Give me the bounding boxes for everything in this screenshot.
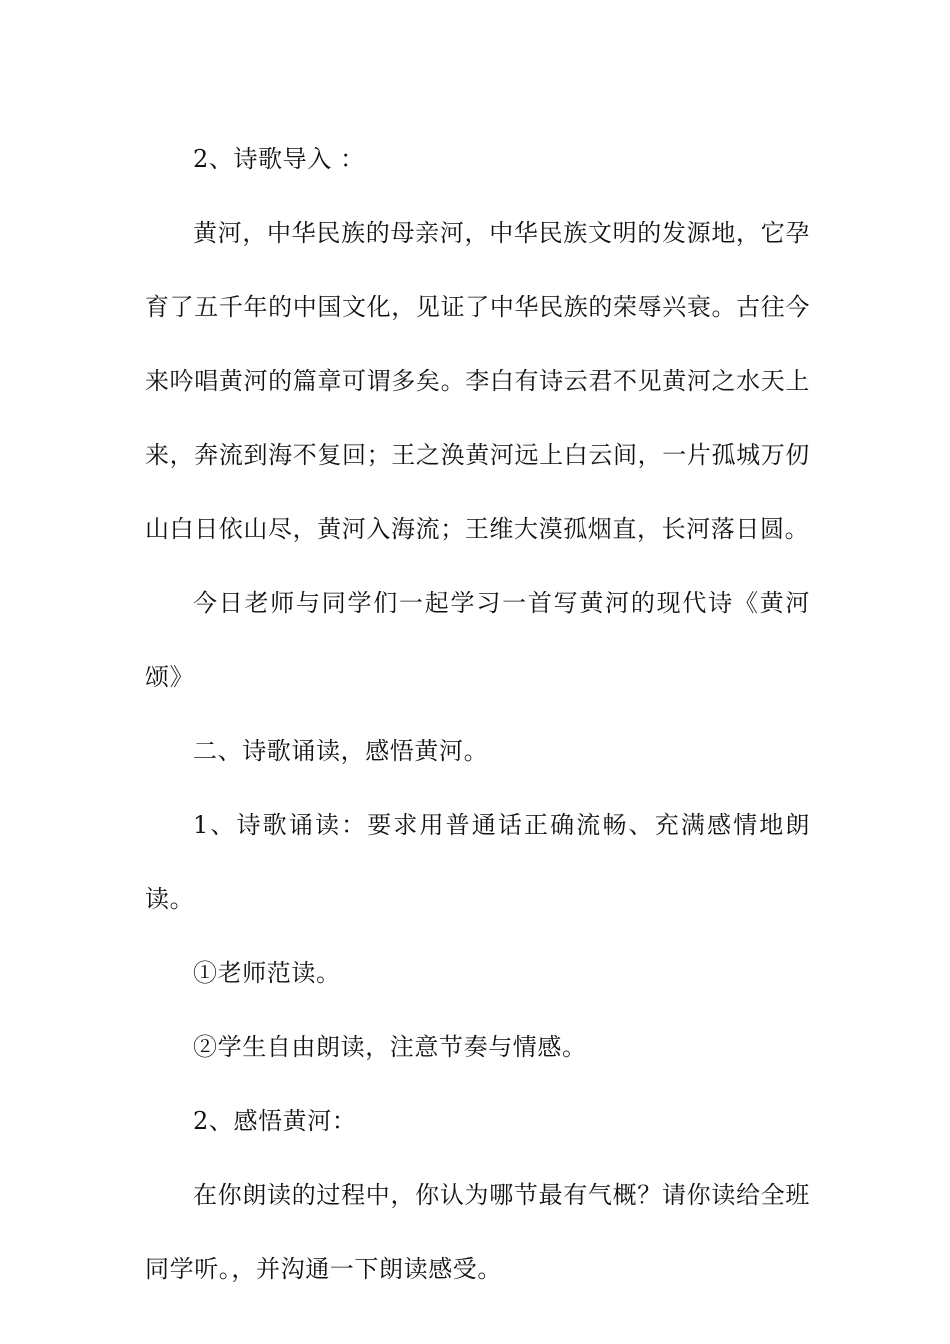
section-heading-poetry-intro: 2、诗歌导入 ： bbox=[193, 145, 365, 173]
paragraph-today-lesson: 今日老师与同学们一起学习一首写黄河的现代诗《黄河颂》 bbox=[145, 589, 810, 691]
document-body bbox=[145, 122, 810, 1306]
paragraph-discussion-question: 在你朗读的过程中，你认为哪节最有气概？请你读给全班同学听。，并沟通一下朗读感受。 bbox=[145, 1181, 810, 1283]
paragraph-yellow-river-intro: 黄河，中华民族的母亲河，中华民族文明的发源地，它孕育了五千年的中国文化，见证了中华民族的荣辱兴衰。古往今来吟唱黄河的篇章可谓多矣。李白有诗云君不见黄河之水天上来，奔流到海不复回；王之涣黄河远上白云间，一片孤城万仞山白日依山尽，黄河入海流；王维大漠孤烟直，长河落日圆。 bbox=[145, 219, 810, 543]
list-item-student-reading: ②学生自由朗读，注意节奏与情感。 bbox=[193, 1033, 587, 1061]
paragraph-reading-requirement: 1、诗歌诵读：要求用普通话正确流畅、充满感情地朗读。 bbox=[145, 811, 810, 913]
section-heading-poetry-reading: 二、诗歌诵读，感悟黄河。 bbox=[193, 737, 489, 765]
section-heading-feel-yellow-river: 2、感悟黄河： bbox=[193, 1107, 357, 1135]
list-item-teacher-reading: ①老师范读。 bbox=[193, 959, 341, 987]
